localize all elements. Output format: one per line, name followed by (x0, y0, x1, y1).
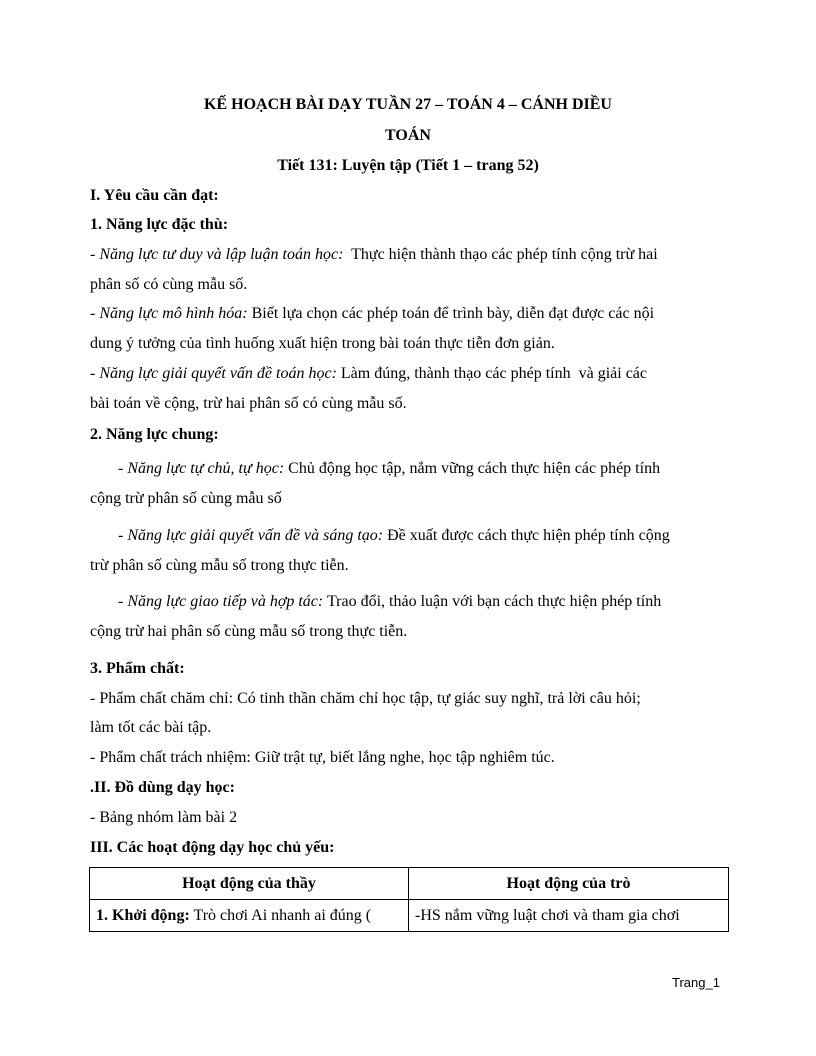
page-number: Trang_1 (672, 975, 720, 990)
competency-text: Đề xuất được cách thực hiện phép tính cộng (383, 527, 670, 544)
student-activity-cell: -HS nắm vững luật chơi và tham gia chơi (409, 900, 729, 932)
document-title: KẾ HOẠCH BÀI DẠY TUẦN 27 – TOÁN 4 – CÁNH DIỀU (204, 96, 612, 113)
lesson-title: Tiết 131: Luyện tập (Tiết 1 – trang 52) (277, 157, 539, 174)
competency-text: Làm đúng, thành thạo các phép tính và giải các (336, 365, 647, 382)
competency-item (90, 305, 654, 323)
subsection-3-heading: 3. Phẩm chất: (90, 660, 185, 677)
table-header-row (90, 868, 729, 900)
competency-item (90, 365, 647, 383)
competency-text-cont: phân số có cùng mẫu số. (90, 276, 248, 293)
competency-label: - Năng lực giao tiếp và hợp tác: (118, 593, 324, 610)
table-row (90, 900, 729, 932)
subsection-2-heading: 2. Năng lực chung: (90, 426, 219, 443)
competency-label: - Năng lực tư duy và lập luận toán học: (90, 246, 344, 263)
general-competency-item (118, 460, 660, 478)
competency-text-cont: trừ phân số cùng mẫu số trong thực tiễn. (90, 557, 349, 574)
competency-text-cont: cộng trừ phân số cùng mẫu số (90, 490, 282, 507)
competency-text-cont: dung ý tưởng của tình huống xuất hiện trong bài toán thực tiễn đơn giản. (90, 335, 555, 352)
quality-item: - Phẩm chất trách nhiệm: Giữ trật tự, biết lắng nghe, học tập nghiêm túc. (90, 749, 555, 766)
general-competency-item (118, 527, 670, 545)
competency-text-cont: bài toán về cộng, trừ hai phân số có cùng mẫu số. (90, 395, 407, 412)
quality-item: - Phẩm chất chăm chỉ: Có tinh thần chăm chỉ học tập, tự giác suy nghĩ, trả lời câu hỏi; (90, 690, 641, 707)
competency-text-cont: cộng trừ hai phân số cùng mẫu số trong thực tiễn. (90, 623, 408, 640)
subsection-1-heading: 1. Năng lực đặc thù: (90, 216, 229, 233)
competency-label: - Năng lực tự chủ, tự học: (118, 460, 285, 477)
quality-item-cont: làm tốt các bài tập. (90, 719, 212, 736)
activity-text: Trò chơi Ai nhanh ai đúng ( (189, 906, 372, 924)
subject-title: TOÁN (385, 127, 431, 144)
competency-item (90, 246, 658, 264)
section-2-heading: .II. Đồ dùng dạy học: (90, 779, 235, 796)
section-3-heading: III. Các hoạt động dạy học chủ yếu: (90, 839, 335, 856)
competency-text: Thực hiện thành thạo các phép tính cộng trừ hai (343, 246, 658, 263)
competency-text: Trao đổi, thảo luận với bạn cách thực hiện phép tính (323, 593, 662, 610)
competency-label: - Năng lực mô hình hóa: (90, 305, 248, 322)
activity-label: 1. Khởi động: (96, 906, 190, 924)
activities-table (89, 867, 729, 932)
competency-label: - Năng lực giải quyết vấn đề toán học: (90, 365, 337, 382)
competency-text: Chủ động học tập, nắm vững cách thực hiện các phép tính (284, 460, 661, 477)
competency-label: - Năng lực giải quyết vấn đề và sáng tạo: (118, 527, 384, 544)
student-column-header: Hoạt động của trò (409, 868, 729, 900)
competency-text: Biết lựa chọn các phép toán để trình bày, diễn đạt được các nội (247, 305, 655, 322)
section-1-heading: I. Yêu cầu cần đạt: (90, 187, 219, 204)
materials-item: - Bảng nhóm làm bài 2 (90, 809, 238, 826)
teacher-column-header: Hoạt động của thầy (90, 868, 409, 900)
general-competency-item (118, 593, 661, 611)
teacher-activity-cell (90, 900, 409, 932)
